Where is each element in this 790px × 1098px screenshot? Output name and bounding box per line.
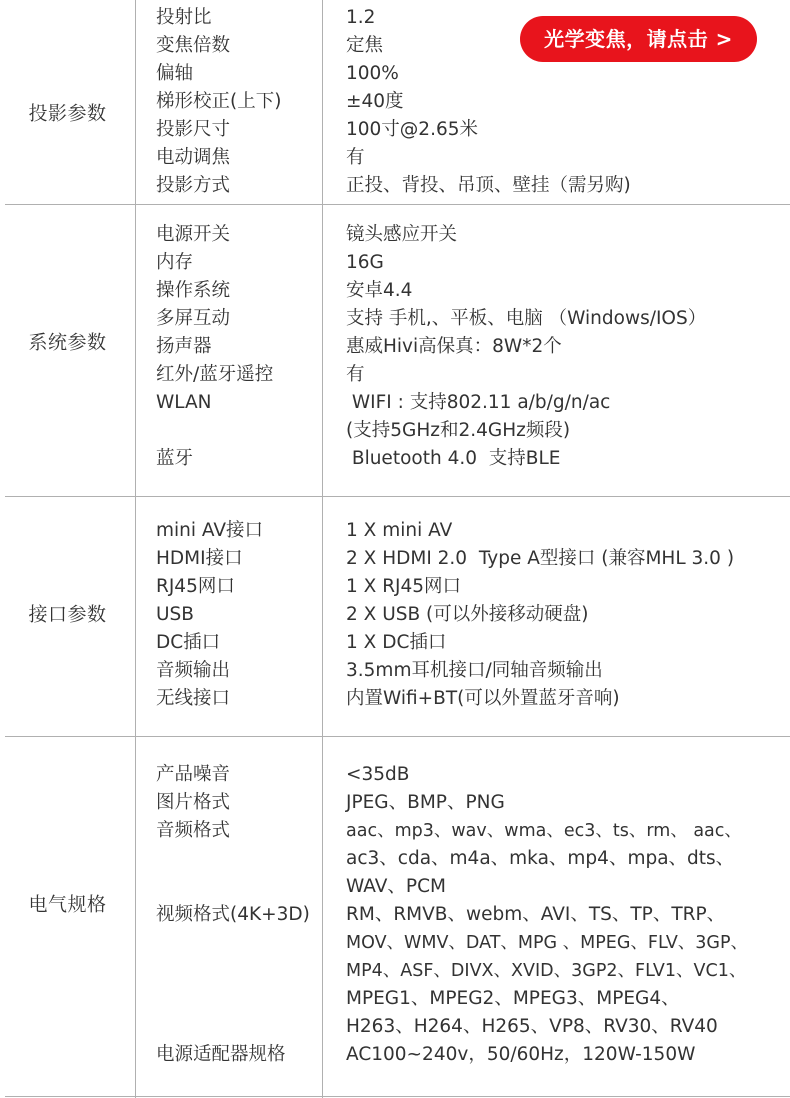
section-label: 电气规格 xyxy=(28,893,107,916)
section-interfaces xyxy=(0,497,790,736)
spec-value: 有 xyxy=(346,364,365,385)
spec-key: 投影尺寸 xyxy=(156,119,231,140)
spec-value: 镜头感应开关 xyxy=(346,224,458,245)
spec-key: 变焦倍数 xyxy=(156,35,231,56)
spec-value: MPEG1、MPEG2、MPEG3、MPEG4、 xyxy=(346,988,680,1009)
spec-value: WAV、PCM xyxy=(346,876,446,897)
spec-value: AC100~240v，50/60Hz，120W-150W xyxy=(346,1044,696,1065)
column-divider xyxy=(135,0,136,204)
spec-value: H263、H264、H265、VP8、RV30、RV40 xyxy=(346,1016,718,1037)
spec-value: 有 xyxy=(346,147,365,168)
spec-key: DC插口 xyxy=(156,632,221,653)
spec-key: 音频输出 xyxy=(156,660,231,681)
spec-key: 梯形校正(上下) xyxy=(156,91,282,112)
spec-key: 投影方式 xyxy=(156,175,231,196)
spec-key: HDMI接口 xyxy=(156,548,243,569)
spec-key: 电源开关 xyxy=(156,224,231,245)
spec-key: 偏轴 xyxy=(156,63,194,84)
spec-value: MP4、ASF、DIVX、XVID、3GP2、FLV1、VC1、 xyxy=(346,961,747,981)
spec-value: MOV、WMV、DAT、MPG 、MPEG、FLV、3GP、 xyxy=(346,933,749,953)
spec-key: USB xyxy=(156,604,194,625)
spec-value: aac、mp3、wav、wma、ec3、ts、rm、 aac、 xyxy=(346,821,742,841)
spec-key: 音频格式 xyxy=(156,820,231,841)
spec-value: RM、RMVB、webm、AVI、TS、TP、TRP、 xyxy=(346,904,726,925)
spec-value: <35dB xyxy=(346,764,410,785)
spec-key: 图片格式 xyxy=(156,792,231,813)
spec-value: 1 X DC插口 xyxy=(346,632,447,653)
spec-value: 内置Wifi+BT(可以外置蓝牙音响) xyxy=(346,688,620,709)
spec-value: 16G xyxy=(346,252,384,273)
spec-value: 3.5mm耳机接口/同轴音频输出 xyxy=(346,660,603,681)
spec-key: RJ45网口 xyxy=(156,576,235,597)
spec-value: 100% xyxy=(346,63,399,84)
spec-value: 惠威Hivi高保真：8W*2个 xyxy=(346,336,562,357)
column-divider xyxy=(135,737,136,1098)
spec-value: 1 X mini AV xyxy=(346,520,453,541)
spec-value: (支持5GHz和2.4GHz频段) xyxy=(346,420,571,441)
spec-key: 操作系统 xyxy=(156,280,231,301)
spec-key: 蓝牙 xyxy=(156,448,194,469)
spec-value: 1 X RJ45网口 xyxy=(346,576,462,597)
spec-value: 2 X USB (可以外接移动硬盘) xyxy=(346,604,589,625)
spec-value: 安卓4.4 xyxy=(346,280,413,301)
spec-key: 电源适配器规格 xyxy=(156,1044,286,1065)
spec-value: 100寸@2.65米 xyxy=(346,119,479,140)
spec-value: 1.2 xyxy=(346,7,376,28)
spec-key: 产品噪音 xyxy=(156,764,231,785)
spec-value: JPEG、BMP、PNG xyxy=(346,792,505,813)
spec-key: 红外/蓝牙遥控 xyxy=(156,364,274,385)
spec-value: 定焦 xyxy=(346,35,384,56)
column-divider xyxy=(322,737,323,1098)
column-divider xyxy=(322,0,323,204)
column-divider xyxy=(135,205,136,496)
spec-value: 2 X HDMI 2.0 Type A型接口 (兼容MHL 3.0 ) xyxy=(346,548,735,569)
column-divider xyxy=(135,497,136,736)
spec-value: 正投、背投、吊顶、壁挂（需另购) xyxy=(346,175,631,196)
spec-key: mini AV接口 xyxy=(156,520,264,541)
section-system xyxy=(0,205,790,496)
spec-key: WLAN xyxy=(156,392,212,413)
row-divider xyxy=(5,1096,790,1097)
spec-value: ±40度 xyxy=(346,91,404,112)
spec-key: 无线接口 xyxy=(156,688,231,709)
spec-value: 支持 手机,、平板、电脑 （Windows/IOS） xyxy=(346,308,707,329)
spec-value: WIFI : 支持802.11 a/b/g/n/ac xyxy=(346,392,611,413)
section-label: 系统参数 xyxy=(28,331,107,354)
column-divider xyxy=(322,205,323,496)
spec-key: 电动调焦 xyxy=(156,147,231,168)
section-label: 投影参数 xyxy=(28,102,107,125)
spec-key: 内存 xyxy=(156,252,194,273)
spec-key: 投射比 xyxy=(156,7,212,28)
optical-zoom-button[interactable]: 光学变焦，请点击 > xyxy=(520,16,757,62)
spec-value: Bluetooth 4.0 支持BLE xyxy=(346,448,561,469)
column-divider xyxy=(322,497,323,736)
spec-value: ac3、cda、m4a、mka、mp4、mpa、dts、 xyxy=(346,848,735,869)
spec-key: 视频格式(4K+3D) xyxy=(156,904,310,925)
spec-key: 多屏互动 xyxy=(156,308,231,329)
section-label: 接口参数 xyxy=(28,603,107,626)
spec-key: 扬声器 xyxy=(156,336,212,357)
section-electrical xyxy=(0,737,790,1098)
